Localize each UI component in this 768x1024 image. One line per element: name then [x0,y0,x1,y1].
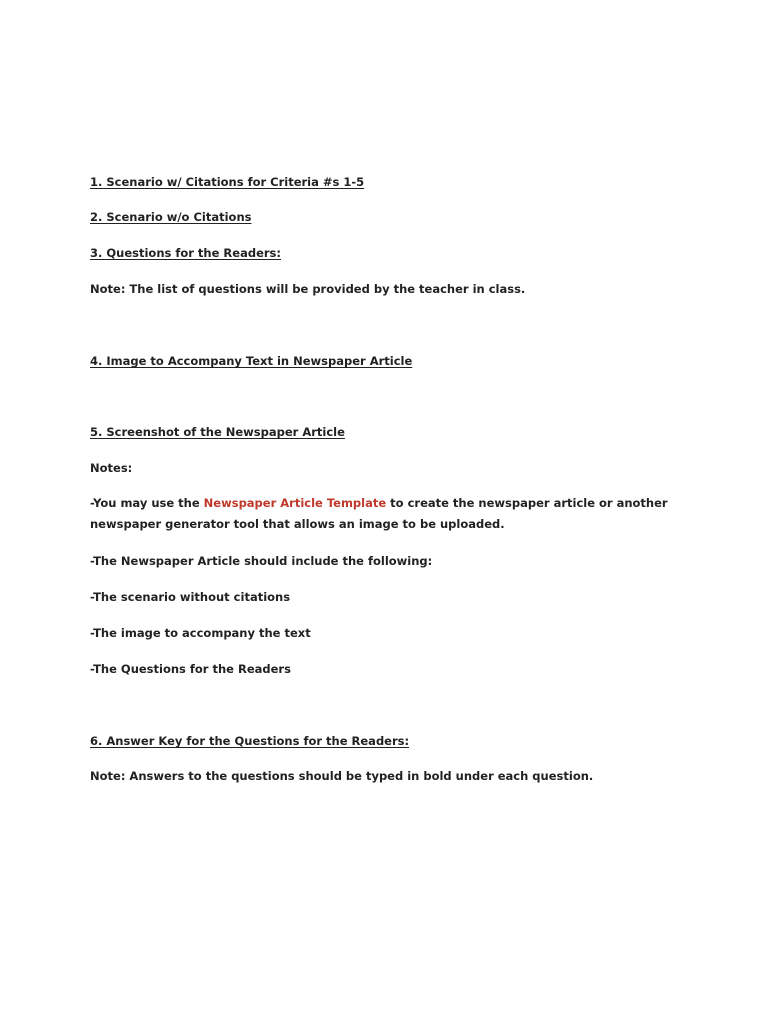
paragraph-article-include: -The Newspaper Article should include the following: [90,554,433,568]
heading-scenario-without-citations: 2. Scenario w/o Citations [90,210,252,224]
note-answers-bold: Note: Answers to the questions should be typed in bold under each question. [90,769,594,783]
heading-screenshot-newspaper: 5. Screenshot of the Newspaper Article [90,425,345,439]
notes-label: Notes: [90,461,133,475]
heading-answer-key: 6. Answer Key for the Questions for the Readers: [90,734,410,748]
newspaper-template-link[interactable]: Newspaper Article Template [203,496,387,510]
paragraph-template-after: to create the newspaper article or another newspaper generator tool that allows an image to be uploaded. [90,496,668,531]
paragraph-template-before: -You may use the [90,496,204,510]
paragraph-template-instructions [90,493,670,535]
heading-image-to-accompany: 4. Image to Accompany Text in Newspaper Article [90,354,413,368]
note-questions-list: Note: The list of questions will be provided by the teacher in class. [90,282,526,296]
list-item-image: -The image to accompany the text [90,626,311,640]
heading-scenario-with-citations: 1. Scenario w/ Citations for Criteria #s 1-5 [90,175,365,189]
heading-questions-for-readers: 3. Questions for the Readers: [90,246,281,260]
list-item-scenario: -The scenario without citations [90,590,291,604]
list-item-questions: -The Questions for the Readers [90,662,291,676]
